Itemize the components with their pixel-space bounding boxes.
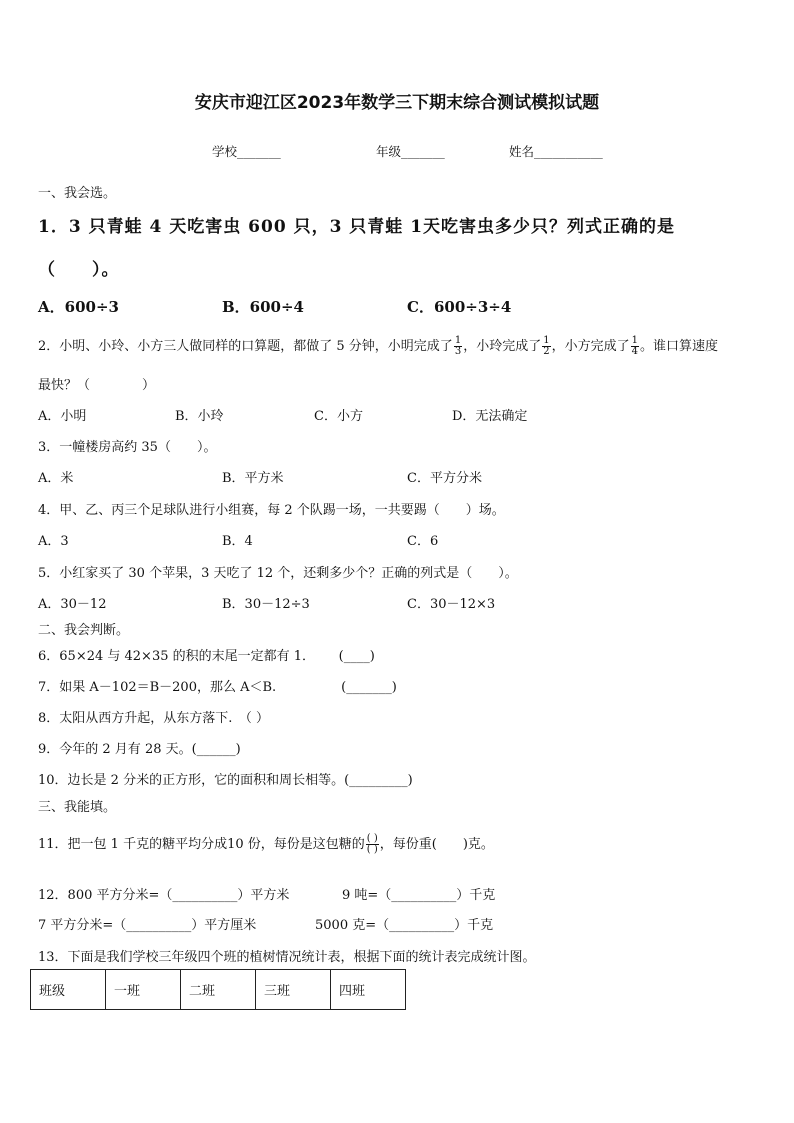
q7-text: 7．如果 A－102＝B－200，那么 A＜B. (_______) [38,680,397,695]
q1-text-line2: （ ）。 [38,260,120,280]
table-cell-header: 班级 [31,970,106,1010]
q6-text: 6．65×24 与 42×35 的积的末尾一定都有 1． (____) [38,649,375,664]
q2-text-part1: 2．小明、小玲、小方三人做同样的口算题，都做了 5 分钟，小明完成了 [38,339,453,354]
q2-text-part3: ，小方完成了 [551,339,630,354]
fraction-numerator: 1 [543,335,550,346]
fraction-blank [366,834,379,855]
fraction-denominator: 2 [543,346,550,357]
table-cell: 一班 [106,970,181,1010]
q2-text-part4: 。谁口算速度 [639,339,718,354]
q2-option-b: B．小玲 [175,409,224,424]
q1-option-c: C．600÷3÷4 [407,298,512,316]
q13-text: 13．下面是我们学校三年级四个班的植树情况统计表，根据下面的统计表完成统计图。 [38,950,536,965]
q2-text [38,335,718,357]
fraction-numerator: 1 [454,335,462,346]
q9-text: 9．今年的 2 月有 28 天。(______) [38,742,241,757]
table-cell: 二班 [181,970,256,1010]
q10-text: 10．边长是 2 分米的正方形，它的面积和周长相等。(_________) [38,773,413,788]
q2-option-d: D．无法确定 [452,409,528,424]
q1-option-a: A．600÷3 [38,298,119,316]
q5-option-b: B．30－12÷3 [222,597,310,612]
q11-text [38,833,494,855]
q12-item-c: 7 平方分米=（__________）平方厘米 [38,918,257,933]
table-cell: 三班 [256,970,331,1010]
q12-item-b: 9 吨=（__________）千克 [342,888,496,903]
q2-text-line2: 最快？（ ） [38,378,156,393]
q8-text: 8．太阳从西方升起，从东方落下. （ ） [38,711,270,726]
q4-text: 4．甲、乙、丙三个足球队进行小组赛，每 2 个队踢一场，一共要踢（ ）场。 [38,503,505,518]
fraction-denominator: ( ) [366,844,378,855]
q3-option-a: A．米 [38,471,74,486]
q2-text-part2: ，小玲完成了 [463,339,542,354]
q5-option-a: A．30－12 [38,597,107,612]
section-3-heading: 三、我能填。 [38,800,117,815]
q2-option-c: C．小方 [314,409,363,424]
section-2-heading: 二、我会判断。 [38,623,130,638]
q5-text: 5．小红家买了 30 个苹果，3 天吃了 12 个，还剩多少个？正确的列式是（ ）。 [38,566,518,581]
section-1-heading: 一、我会选。 [38,186,117,201]
fraction-one-quarter [631,336,639,357]
q3-option-c: C．平方分米 [407,471,482,486]
q3-text: 3．一幢楼房高约 35（ ）。 [38,440,217,455]
table-cell: 四班 [331,970,406,1010]
q4-option-b: B．4 [222,534,253,549]
page-title: 安庆市迎江区2023年数学三下期末综合测试模拟试题 [194,93,600,113]
fraction-one-half [542,336,550,357]
fraction-numerator: 1 [631,335,638,346]
q12-item-d: 5000 克=（__________）千克 [315,918,494,933]
grade-field: 年级_______ [376,144,445,159]
q11-text-part2: ，每份重( )克。 [379,837,494,852]
fraction-denominator: 4 [631,346,638,357]
fraction-one-third [454,336,462,357]
table-row [31,970,406,1010]
name-field: 姓名___________ [509,144,603,159]
q1-option-b: B．600÷4 [222,298,304,316]
tree-planting-table [30,969,406,1010]
q3-option-b: B．平方米 [222,471,284,486]
school-field: 学校_______ [212,144,281,159]
q12-item-a: 12．800 平方分米=（__________）平方米 [38,888,290,903]
q5-option-c: C．30－12×3 [407,597,496,612]
fraction-denominator: 3 [454,346,462,357]
fraction-numerator: ( ) [366,833,378,844]
q1-text: 1．3 只青蛙 4 天吃害虫 600 只，3 只青蛙 1天吃害虫多少只？列式正确的是 [38,217,676,237]
q4-option-a: A．3 [38,534,69,549]
q11-text-part1: 11．把一包 1 千克的糖平均分成10 份，每份是这包糖的 [38,837,365,852]
q2-option-a: A．小明 [38,409,87,424]
q4-option-c: C．6 [407,534,439,549]
